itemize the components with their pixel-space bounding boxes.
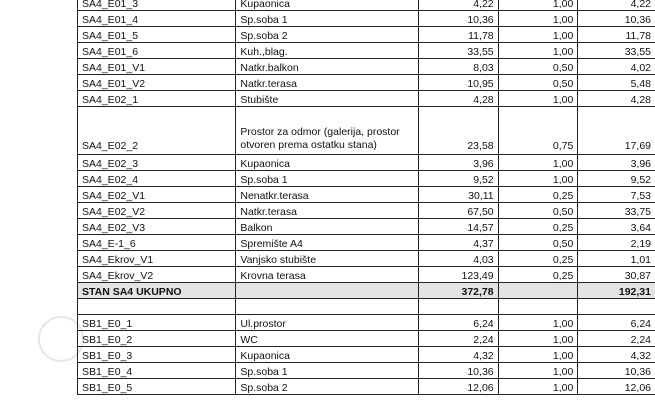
net-area-cell: 11,78 bbox=[578, 27, 655, 43]
room-code-cell: SA4_E01_3 bbox=[78, 0, 236, 11]
table-row bbox=[78, 0, 655, 11]
area-cell: 10,36 bbox=[418, 11, 498, 27]
area-cell: 30,11 bbox=[418, 187, 498, 203]
net-area-cell: 5,48 bbox=[578, 75, 655, 91]
net-area-cell bbox=[578, 299, 655, 315]
area-cell: 9,52 bbox=[418, 171, 498, 187]
room-name-cell: Natkr.terasa bbox=[236, 75, 419, 91]
table-row bbox=[78, 267, 655, 283]
net-area-cell: 33,75 bbox=[578, 203, 655, 219]
room-name-cell: Krovna terasa bbox=[236, 267, 419, 283]
table-row bbox=[78, 219, 655, 235]
table-row bbox=[78, 347, 655, 363]
area-cell: 23,58 bbox=[418, 107, 498, 155]
room-code-cell: SA4_Ekrov_V1 bbox=[78, 251, 236, 267]
coefficient-cell bbox=[498, 283, 578, 299]
table-row bbox=[78, 235, 655, 251]
coefficient-cell: 0,50 bbox=[498, 235, 578, 251]
room-name-cell: Kuh.,blag. bbox=[236, 43, 419, 59]
room-code-cell: SA4_E01_V1 bbox=[78, 59, 236, 75]
room-code-cell: SB1_E0_4 bbox=[78, 363, 236, 379]
room-area-table bbox=[77, 0, 655, 395]
table-row bbox=[78, 187, 655, 203]
room-name-cell: Prostor za odmor (galerija, prostor otvoren prema ostatku stana) bbox=[236, 107, 419, 155]
room-code-cell: SA4_E02_V3 bbox=[78, 219, 236, 235]
area-cell: 10,95 bbox=[418, 75, 498, 91]
area-cell: 14,57 bbox=[418, 219, 498, 235]
coefficient-cell: 0,50 bbox=[498, 59, 578, 75]
area-cell: 4,22 bbox=[418, 0, 498, 11]
table-row bbox=[78, 27, 655, 43]
table-row bbox=[78, 315, 655, 331]
total-row bbox=[78, 283, 655, 299]
room-code-cell: SA4_E02_1 bbox=[78, 91, 236, 107]
coefficient-cell: 1,00 bbox=[498, 43, 578, 59]
room-code-cell: SA4_E02_V2 bbox=[78, 203, 236, 219]
room-name-cell: Kupaonica bbox=[236, 0, 419, 11]
room-name-cell: Vanjsko stubište bbox=[236, 251, 419, 267]
net-area-cell: 4,22 bbox=[578, 0, 655, 11]
room-name-cell: WC bbox=[236, 331, 419, 347]
room-code-cell: SA4_E01_V2 bbox=[78, 75, 236, 91]
net-area-cell: 192,31 bbox=[578, 283, 655, 299]
net-area-cell: 30,87 bbox=[578, 267, 655, 283]
room-code-cell: SA4_E02_V1 bbox=[78, 187, 236, 203]
net-area-cell: 9,52 bbox=[578, 171, 655, 187]
room-name-cell: Sp.soba 1 bbox=[236, 171, 419, 187]
room-name-cell: Stubište bbox=[236, 91, 419, 107]
coefficient-cell: 1,00 bbox=[498, 171, 578, 187]
area-cell: 4,32 bbox=[418, 347, 498, 363]
table-row bbox=[78, 43, 655, 59]
room-code-cell: SA4_E02_3 bbox=[78, 155, 236, 171]
area-cell: 6,24 bbox=[418, 315, 498, 331]
net-area-cell: 3,96 bbox=[578, 155, 655, 171]
area-cell: 8,03 bbox=[418, 59, 498, 75]
net-area-cell: 17,69 bbox=[578, 107, 655, 155]
coefficient-cell: 1,00 bbox=[498, 347, 578, 363]
coefficient-cell: 1,00 bbox=[498, 379, 578, 395]
room-name-cell: Sp.soba 2 bbox=[236, 27, 419, 43]
table-body bbox=[78, 0, 655, 395]
area-cell: 12,06 bbox=[418, 379, 498, 395]
room-name-cell: Sp.soba 2 bbox=[236, 379, 419, 395]
table-row bbox=[78, 75, 655, 91]
coefficient-cell: 1,00 bbox=[498, 91, 578, 107]
room-code-cell: SA4_E01_4 bbox=[78, 11, 236, 27]
table-row bbox=[78, 11, 655, 27]
net-area-cell: 6,24 bbox=[578, 315, 655, 331]
room-code-cell: SA4_E02_4 bbox=[78, 171, 236, 187]
net-area-cell: 3,64 bbox=[578, 219, 655, 235]
area-cell: 4,37 bbox=[418, 235, 498, 251]
net-area-cell: 4,02 bbox=[578, 59, 655, 75]
area-cell: 33,55 bbox=[418, 43, 498, 59]
coefficient-cell bbox=[498, 299, 578, 315]
area-cell: 123,49 bbox=[418, 267, 498, 283]
coefficient-cell: 0,25 bbox=[498, 251, 578, 267]
table-row bbox=[78, 331, 655, 347]
area-cell: 10,36 bbox=[418, 363, 498, 379]
coefficient-cell: 1,00 bbox=[498, 363, 578, 379]
coefficient-cell: 1,00 bbox=[498, 155, 578, 171]
room-code-cell: SA4_Ekrov_V2 bbox=[78, 267, 236, 283]
net-area-cell: 2,19 bbox=[578, 235, 655, 251]
area-cell: 4,03 bbox=[418, 251, 498, 267]
room-code-cell: SB1_E0_5 bbox=[78, 379, 236, 395]
area-cell bbox=[418, 299, 498, 315]
table-row bbox=[78, 363, 655, 379]
area-cell: 2,24 bbox=[418, 331, 498, 347]
room-name-cell: Sp.soba 1 bbox=[236, 363, 419, 379]
room-name-cell: Natkr.terasa bbox=[236, 203, 419, 219]
table-row bbox=[78, 251, 655, 267]
area-cell: 372,78 bbox=[418, 283, 498, 299]
net-area-cell: 2,24 bbox=[578, 331, 655, 347]
area-cell: 67,50 bbox=[418, 203, 498, 219]
area-cell: 4,28 bbox=[418, 91, 498, 107]
table-row bbox=[78, 203, 655, 219]
room-name-cell: Nenatkr.terasa bbox=[236, 187, 419, 203]
room-code-cell: SA4_E01_5 bbox=[78, 27, 236, 43]
table-row bbox=[78, 155, 655, 171]
coefficient-cell: 1,00 bbox=[498, 331, 578, 347]
room-code-cell bbox=[78, 299, 236, 315]
area-cell: 11,78 bbox=[418, 27, 498, 43]
spacer-row bbox=[78, 299, 655, 315]
table-row bbox=[78, 59, 655, 75]
room-name-cell bbox=[236, 283, 419, 299]
coefficient-cell: 1,00 bbox=[498, 11, 578, 27]
table-row bbox=[78, 171, 655, 187]
area-table-sheet bbox=[77, 0, 655, 395]
coefficient-cell: 1,00 bbox=[498, 315, 578, 331]
table-row bbox=[78, 107, 655, 155]
net-area-cell: 33,55 bbox=[578, 43, 655, 59]
room-code-cell: SB1_E0_2 bbox=[78, 331, 236, 347]
net-area-cell: 10,36 bbox=[578, 363, 655, 379]
room-code-cell: SB1_E0_1 bbox=[78, 315, 236, 331]
coefficient-cell: 0,25 bbox=[498, 187, 578, 203]
table-row bbox=[78, 91, 655, 107]
coefficient-cell: 1,00 bbox=[498, 0, 578, 11]
net-area-cell: 10,36 bbox=[578, 11, 655, 27]
area-cell: 3,96 bbox=[418, 155, 498, 171]
coefficient-cell: 0,50 bbox=[498, 75, 578, 91]
room-name-cell bbox=[236, 299, 419, 315]
coefficient-cell: 0,50 bbox=[498, 203, 578, 219]
room-name-cell: Natkr.balkon bbox=[236, 59, 419, 75]
coefficient-cell: 0,25 bbox=[498, 267, 578, 283]
net-area-cell: 12,06 bbox=[578, 379, 655, 395]
room-name-cell: Ul.prostor bbox=[236, 315, 419, 331]
table-row bbox=[78, 379, 655, 395]
net-area-cell: 4,32 bbox=[578, 347, 655, 363]
coefficient-cell: 0,75 bbox=[498, 107, 578, 155]
room-code-cell: SB1_E0_3 bbox=[78, 347, 236, 363]
net-area-cell: 1,01 bbox=[578, 251, 655, 267]
coefficient-cell: 0,25 bbox=[498, 219, 578, 235]
room-code-cell: SA4_E02_2 bbox=[78, 107, 236, 155]
coefficient-cell: 1,00 bbox=[498, 27, 578, 43]
room-code-cell: SA4_E01_6 bbox=[78, 43, 236, 59]
room-name-cell: Kupaonica bbox=[236, 347, 419, 363]
room-code-cell: SA4_E-1_6 bbox=[78, 235, 236, 251]
room-code-cell: STAN SA4 UKUPNO bbox=[78, 283, 236, 299]
net-area-cell: 4,28 bbox=[578, 91, 655, 107]
net-area-cell: 7,53 bbox=[578, 187, 655, 203]
room-name-cell: Spremište A4 bbox=[236, 235, 419, 251]
room-name-cell: Balkon bbox=[236, 219, 419, 235]
room-name-cell: Kupaonica bbox=[236, 155, 419, 171]
room-name-cell: Sp.soba 1 bbox=[236, 11, 419, 27]
